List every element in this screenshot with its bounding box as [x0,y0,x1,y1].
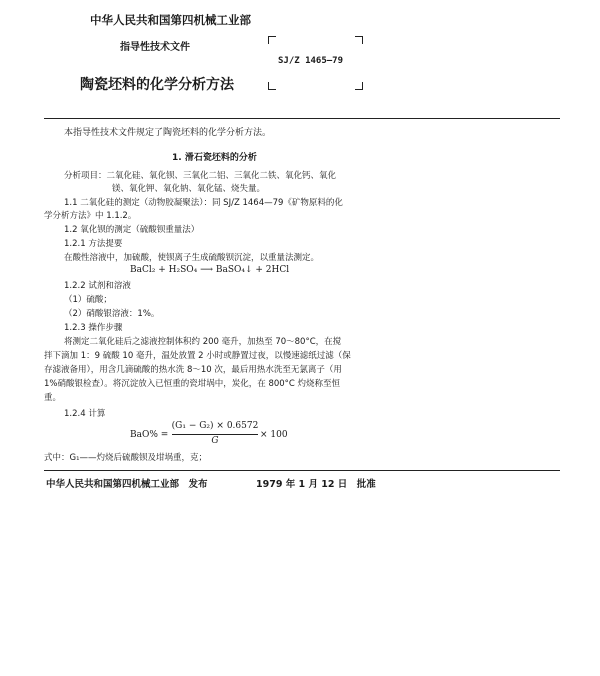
reaction-equation: BaCl₂ + H₂SO₄ ⟶ BaSO₄↓ + 2HCl [130,265,290,275]
analysis-items-line-2: 镁、氧化钾、氧化钠、氧化锰、烧失量。 [112,184,266,194]
reagent-item-1: （1）硫酸； [64,295,112,305]
section-1-2-4-heading: 1.2.4 计算 [64,409,106,419]
ministry-title: 中华人民共和国第四机械工业部 [90,13,251,27]
publisher-line: 中华人民共和国第四机械工业部 发布 [46,479,208,490]
section-1-2-2-heading: 1.2.2 试剂和溶液 [64,281,131,291]
section-1-2-heading: 1.2 氧化钡的测定（硫酸钡重量法） [64,225,200,235]
procedure-line-4: 1%硝酸银检查）。将沉淀放入已恒重的瓷坩埚中，炭化，在 800°C 灼烧称至恒 [44,379,341,389]
procedure-line-5: 重。 [44,393,62,403]
procedure-line-2: 拌下滴加 1：9 硫酸 10 毫升，温处放置 2 小时或静置过夜，以慢速滤纸过滤（保 [44,351,351,361]
approval-date-line: 1979 年 1 月 12 日 批准 [256,479,376,490]
variable-definition: 式中：G₁——灼烧后硫酸钡及坩埚重，克； [44,453,207,463]
fraction-bar [172,434,258,435]
document-title: 陶瓷坯料的化学分析方法 [80,77,234,93]
section-1-1-line-1: 1.1 二氧化硅的测定（动物胶凝聚法）：同 SJ/Z 1464—79《矿物原料的化 [64,198,343,208]
formula-numerator: (G₁ − G₂) × 0.6572 [171,421,259,431]
section-1-title: 1. 滑石瓷坯料的分析 [172,153,257,163]
section-1-2-3-heading: 1.2.3 操作步骤 [64,323,123,333]
corner-top-right [355,36,363,44]
section-1-1-line-2: 学分析方法》中 1.1.2。 [44,211,137,221]
corner-top-left [268,36,276,44]
footer-divider [44,470,560,471]
analysis-items-line-1: 分析项目：二氧化硅、氧化钡、三氧化二铝、三氧化二铁、氧化钙、氧化 [64,171,337,181]
header-divider [44,118,560,119]
reagent-item-2: （2）硝酸银溶液：1%。 [64,309,160,319]
doc-type-label: 指导性技术文件 [120,42,190,53]
corner-bottom-right [355,82,363,90]
section-1-2-1-heading: 1.2.1 方法提要 [64,239,123,249]
formula-denominator: G [211,436,219,446]
corner-bottom-left [268,82,276,90]
formula-rhs: × 100 [260,430,288,440]
procedure-line-1: 将测定二氧化硅后之滤液控制体积约 200 毫升，加热至 70～80°C，在搅 [64,337,342,347]
standard-code-box [268,36,363,90]
standard-code: SJ/Z 1465—79 [278,56,344,66]
formula-lhs: BaO% = [130,430,169,440]
intro-paragraph: 本指导性技术文件规定了陶瓷坯料的化学分析方法。 [64,128,272,138]
procedure-line-3: 存滤液备用），用含几滴硫酸的热水洗 8～10 次，最后用热水洗至无氯离子（用 [44,365,342,375]
principle-text: 在酸性溶液中，加硫酸，使钡离子生成硫酸钡沉淀，以重量法测定。 [64,253,320,263]
